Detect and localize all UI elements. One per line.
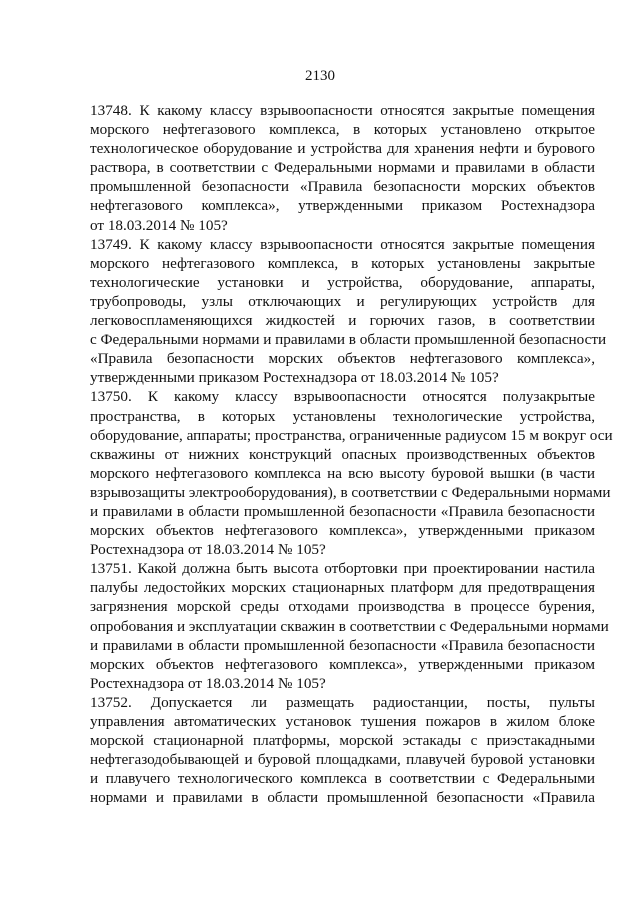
- question-line: палубы ледостойких морских стационарных платформ для предотвращения: [90, 579, 595, 597]
- question-paragraph: [90, 235, 607, 388]
- question-line: промышленной безопасности «Правила безопасности морских объектов: [90, 178, 595, 196]
- question-line: опробования и эксплуатации скважин в соответствии с Федеральными нормами: [90, 617, 609, 635]
- question-line: и правилами в области промышленной безопасности «Правила безопасности: [90, 502, 595, 520]
- question-line: технологическое оборудование и устройства для хранения нефти и бурового: [90, 140, 595, 158]
- question-line: морского нефтегазового комплекса на всю высоту буровой вышки (в части: [90, 464, 595, 482]
- question-paragraph: [90, 101, 595, 235]
- question-line: пространства, в которых установлены технологические устройства,: [90, 407, 595, 425]
- question-line: Ростехнадзора от 18.03.2014 № 105?: [90, 541, 326, 559]
- question-first-line: 13751. Какой должна быть высота отбортовки при проектировании настила: [90, 560, 595, 578]
- question-line: нефтегазодобывающей и буровой площадками, плавучей буровой установки: [90, 751, 595, 769]
- question-paragraph: [90, 387, 613, 559]
- question-line: оборудование, аппараты; пространства, ограниченные радиусом 15 м вокруг оси: [90, 426, 613, 444]
- question-line: «Правила безопасности морских объектов нефтегазового комплекса»,: [90, 350, 595, 368]
- question-line: морской стационарной платформы, морской эстакады с приэстакадными: [90, 732, 595, 750]
- question-paragraph: [90, 559, 609, 693]
- question-line: с Федеральными нормами и правилами в области промышленной безопасности: [90, 331, 607, 349]
- question-line: взрывозащиты электрооборудования), в соответствии с Федеральными нормами: [90, 483, 611, 501]
- question-line: технологические установки и устройства, оборудование, аппараты,: [90, 273, 595, 291]
- question-line: управления автоматических установок тушения пожаров в жилом блоке: [90, 713, 595, 730]
- question-line: раствора, в соответствии с Федеральными нормами и правилами в области: [90, 159, 595, 177]
- question-line: трубопроводы, узлы отключающих и регулирующих устройств для: [90, 292, 595, 310]
- question-first-line: 13752. Допускается ли размещать радиостанции, посты, пульты: [90, 693, 595, 711]
- question-line: нефтегазового комплекса», утвержденными приказом Ростехнадзора: [90, 197, 595, 215]
- question-line: морских объектов нефтегазового комплекса», утвержденными приказом: [90, 655, 595, 673]
- question-line: утвержденными приказом Ростехнадзора от 18.03.2014 № 105?: [90, 369, 499, 387]
- page-number: 2130: [305, 68, 335, 84]
- question-line: от 18.03.2014 № 105?: [90, 216, 228, 234]
- question-line: морского нефтегазового комплекса, в которых установлены закрытые: [90, 254, 595, 272]
- question-line: легковоспламеняющихся жидкостей и горючих газов, в соответствии: [90, 312, 595, 330]
- question-paragraph: [90, 693, 595, 808]
- question-first-line: 13749. К какому классу взрывоопасности относятся закрытые помещения: [90, 235, 595, 253]
- question-line: нормами и правилами в области промышленной безопасности «Правила: [90, 789, 595, 807]
- document-body: [90, 101, 613, 807]
- question-first-line: 13750. К какому классу взрывоопасности относятся полузакрытые: [90, 388, 595, 406]
- question-line: и плавучего технологического комплекса в соответствии с Федеральными: [90, 770, 595, 788]
- question-line: и правилами в области промышленной безопасности «Правила безопасности: [90, 636, 595, 654]
- question-line: скважины от нижних конструкций опасных производственных объектов: [90, 445, 595, 463]
- question-line: морского нефтегазового комплекса, в которых установлено открытое: [90, 121, 595, 139]
- question-line: Ростехнадзора от 18.03.2014 № 105?: [90, 674, 326, 692]
- question-line: загрязнения морской среды отходами производства в процессе бурения,: [90, 598, 595, 616]
- question-line: морских объектов нефтегазового комплекса», утвержденными приказом: [90, 522, 595, 540]
- question-first-line: 13748. К какому классу взрывоопасности относятся закрытые помещения: [90, 102, 595, 119]
